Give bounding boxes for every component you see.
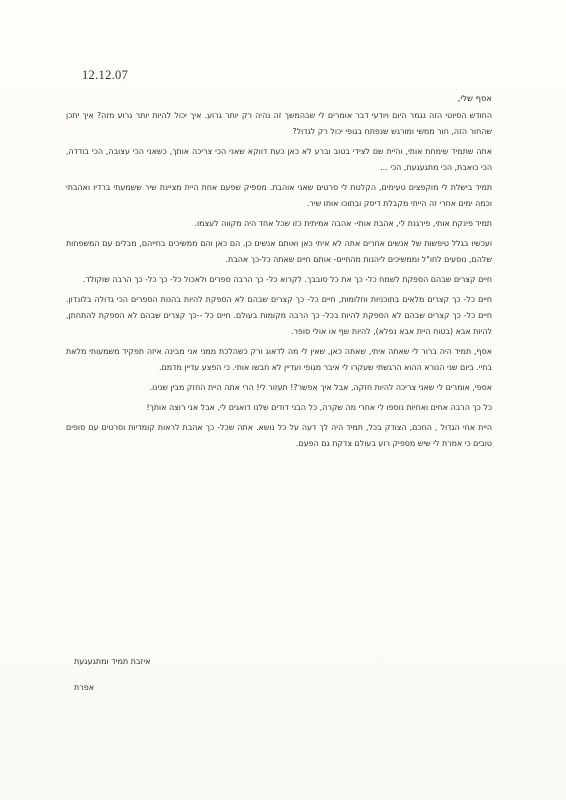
paragraph-6: חיים קצרים שבהם הספקת לשמח כל- כך את כל סובבך. לקרוא כל- כך הרבה ספרים ולאכול כל- כך כל- כך הרבה שוקולד. — [83, 275, 492, 284]
paragraph-9: אספי, אומרים לי שאני צריכה להיות חזקה, אבל איך אפשר?! תעזור לי! הרי אתה היית החזק מבין שנינו. — [149, 383, 492, 392]
paragraph-1: החודש הסיוטי הזה נגמר היום ויודעי דבר אומרים לי שבהמשך זה נהיה רק יותר גרוע. איך יכול להיות יותר גרוע מזה? איך יתכן שהחור הזה, חור ממשי ומורגש שנפתח בגופי יכול רק לגדול? — [66, 111, 492, 136]
paragraph-5: ועכשיו בגלל טיפשות של אנשים אחרים אתה לא איתי כאן ואותם אנשים כן. הם כאן והם ממשיכים בחייהם, מבלים עם המשפחות שלהם, נוסעים לחו"ל וממשיכים ליהנות מהחיים- אותם חיים שאתה כל-כך אהבת. — [66, 239, 492, 264]
letter-date: 12.12.07 — [82, 68, 129, 82]
paragraph-4: תמיד פינקת אותי, פירגנת לי, אהבת אותי- אהבה אמיתית כזו שכל אחד היה מקווה לעצמו. — [194, 219, 492, 228]
letter-body — [66, 86, 492, 456]
paragraph-8: אסף, תמיד היה ברור לי שאתה איתי, שאתה כאן, שאין לי מה לדאוג ורק כשהלכת ממני אני מבינה איזה תפקיד משמעותי מלאת בחיי. ביום שני הנורא ההוא הרגשתי שעקרו לי איבר מגופי ועדיין לא חבשו אותי. כי הפצע עדיין מדמם. — [66, 347, 492, 372]
paragraph-3: תמיד בישלת לי מוקפצים טעימים, הקלטת לי סרטים שאני אוהבת. מספיק שפעם אחת היית מציינת שיר ששמעתי ברדיו ואהבתי וכמה ימים אחרי זה הייתי מקבלת דיסק ובתוכו אותו שיר. — [66, 183, 492, 208]
letter-signoff — [74, 654, 274, 696]
paragraph-7: חיים כל- כך קצרים מלאים בתוכניות וחלומות, חיים כל- כך קצרים שבהם לא הספקת להיות בהנות הספרים הכי גדולה בלונדון. חיים כל- כך קצרים שבהם לא הספקת להיות בכל- כך הרבה מקומות בעולם. חיים כל --כך קצרים שבהם לא הספקת להתחתן, להיות אבא (בטוח היית אבא נפלא), להיות שף או אולי סופר. — [66, 295, 492, 336]
letter-closing: איזבת תמיד ומתגעגעת — [74, 657, 151, 666]
letter-greeting: אסף שלי, — [457, 93, 492, 103]
paragraph-10: כל כך הרבה אחים ואחיות נוספו לי אחרי מה שקרה, כל הבני דודים שלנו דואגים לי, אבל אני רוצה אותך! — [146, 403, 492, 412]
letter-signature: אפרת — [74, 683, 95, 692]
paragraph-2: אתה שתמיד שימחת אותי, והיית שם לצידי בטוב וברע לא כאן כעת דווקא שאני הכי צריכה אותך, כשאני הכי עצובה, הכי בודדה, הכי כואבת, הכי מתגעגעת, הכי ... — [66, 147, 492, 172]
paragraph-11: היית אחי הגדול , החכם, הצודק בכל, תמיד היה לך דעה על כל נושא. אתה שכל- כך אהבת לראות קומדיות וסרטים עם סופים טובים כי אמרת לי שיש מספיק רוע בעולם צדקת גם הפעם. — [66, 423, 492, 448]
